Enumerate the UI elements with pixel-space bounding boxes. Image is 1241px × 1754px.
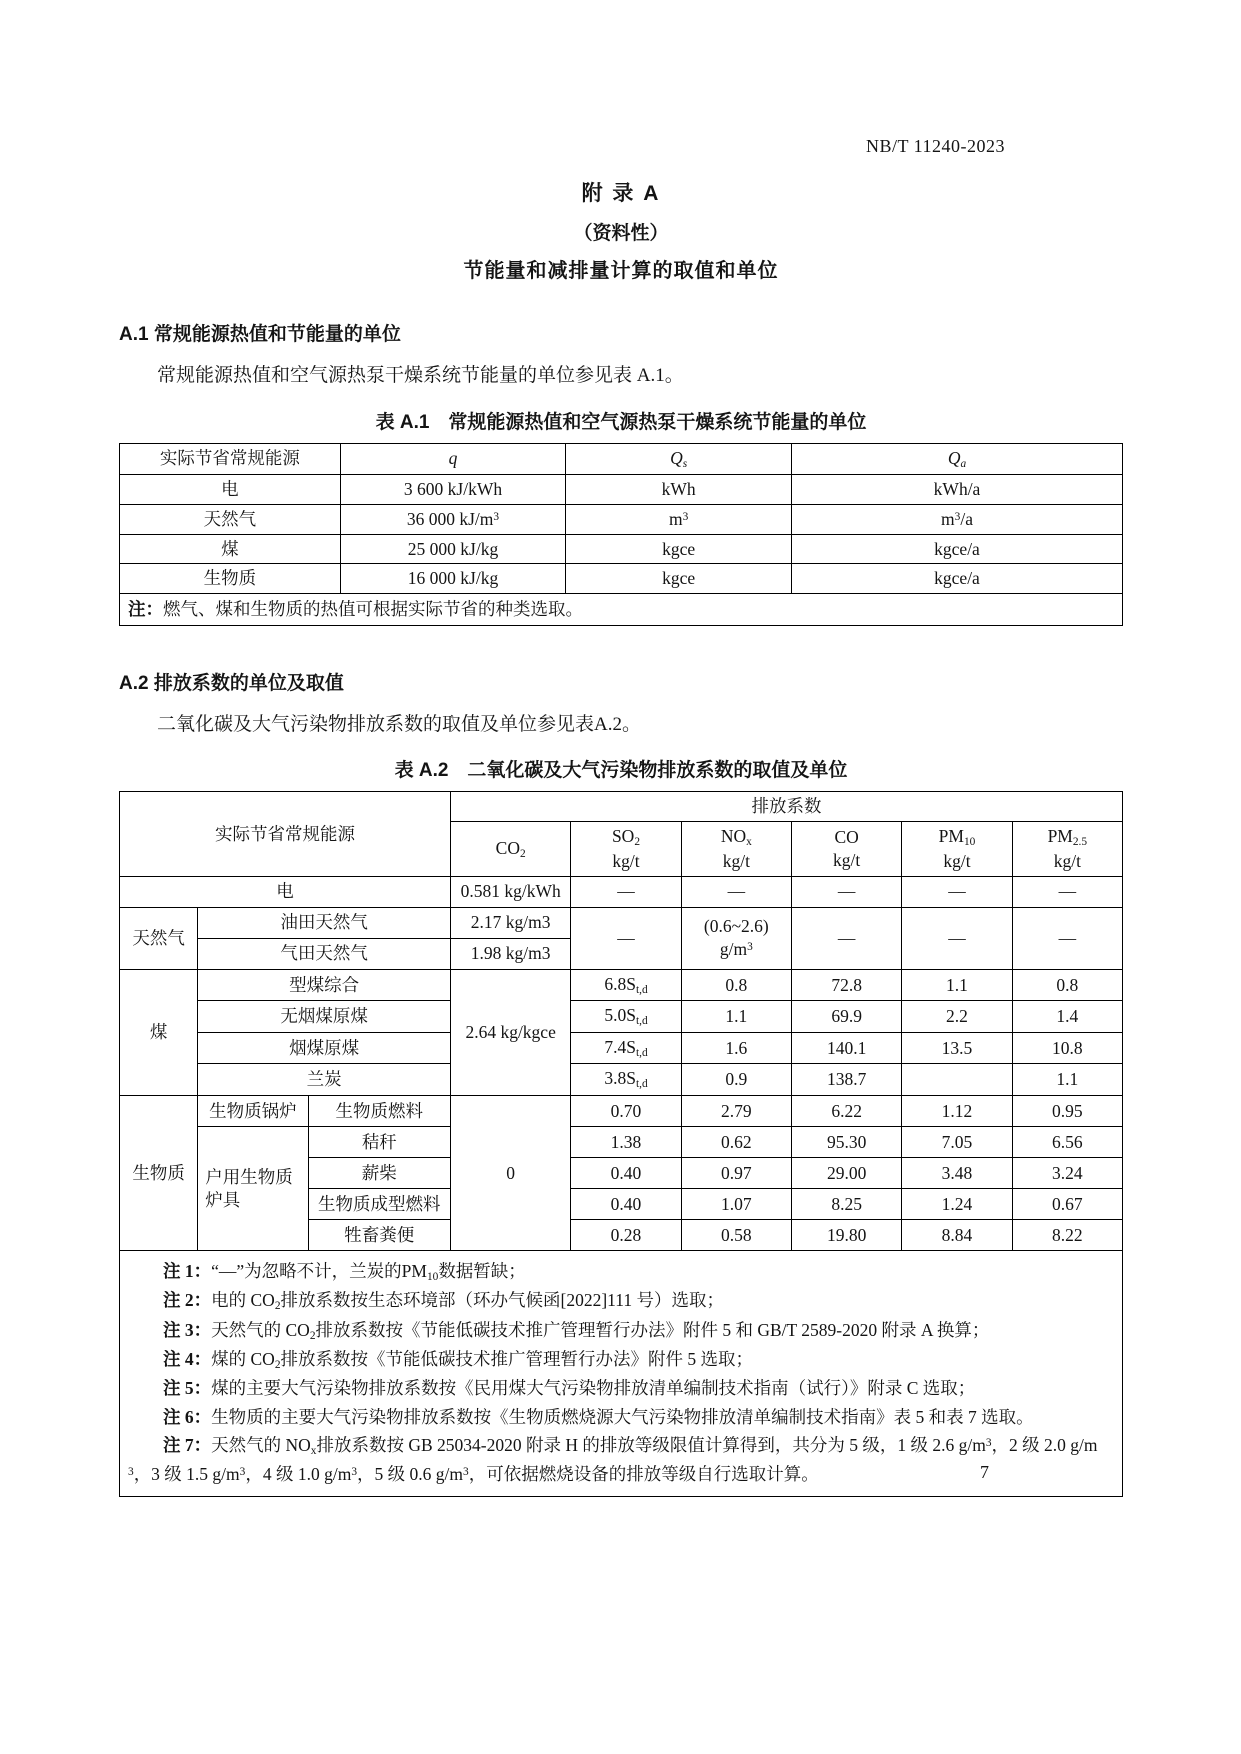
table-cell: 7.05 bbox=[902, 1127, 1012, 1158]
table-cell: 电 bbox=[120, 475, 341, 505]
note-text: 生物质的主要大气污染物排放系数按《生物质燃烧源大气污染物排放清单编制技术指南》表 5 和表 7 选取。 bbox=[211, 1406, 1034, 1427]
note-item bbox=[128, 1345, 1112, 1374]
table-notes bbox=[120, 1251, 1123, 1497]
table-cell: 8.84 bbox=[902, 1220, 1012, 1251]
table-cell: $3.8S_{t,d}$ bbox=[571, 1064, 681, 1096]
table-row bbox=[120, 1096, 1123, 1127]
table-cell: kgce/a bbox=[792, 564, 1123, 594]
header-cell-q: q bbox=[340, 443, 566, 475]
table-cell: 烟煤原煤 bbox=[198, 1032, 451, 1064]
table-cell: 0.95 bbox=[1012, 1096, 1122, 1127]
note-item bbox=[128, 1374, 1112, 1402]
table-cell: 0.581 kg/kWh bbox=[450, 876, 570, 907]
table-cell: 72.8 bbox=[791, 969, 901, 1001]
table-cell: 2.2 bbox=[902, 1001, 1012, 1033]
table-cell: 0.28 bbox=[571, 1220, 681, 1251]
table-cell: (0.6~2.6) $g/m^3$ bbox=[681, 907, 791, 969]
note-item bbox=[128, 1431, 1112, 1489]
col-header-so2: $SO_2$ kg/t bbox=[571, 822, 681, 876]
table-cell: 1.4 bbox=[1012, 1001, 1122, 1033]
table-cell: 16 000 kJ/kg bbox=[340, 564, 566, 594]
table-cell: 牲畜粪便 bbox=[308, 1220, 450, 1251]
table-cell: — bbox=[571, 876, 681, 907]
section-a2-heading: A.2 排放系数的单位及取值 bbox=[119, 672, 344, 694]
table-cell: 10.8 bbox=[1012, 1032, 1122, 1064]
header-cell-source: 实际节省常规能源 bbox=[120, 443, 341, 475]
table-cell: $m^3$ bbox=[566, 504, 792, 534]
table-cell: 13.5 bbox=[902, 1032, 1012, 1064]
table-cell: 6.56 bbox=[1012, 1127, 1122, 1158]
table-row bbox=[120, 534, 1123, 564]
table-cell: 8.25 bbox=[791, 1189, 901, 1220]
table-a1 bbox=[119, 443, 1123, 626]
note-text: 天然气的 $NO_x$排放系数按 GB 25034-2020 附录 H 的排放等级限值计算得到，共分为 5 级，1 级 2.6 $g/m^3$，2 级 2.0 $g/m^3$，3 级 1.5 $g/m^3$，4 级 1.0 $g/m^3$，5 级 0.6 $g/m^3$，可依据燃烧设备的排放等级自行选取计算。 bbox=[128, 1434, 1098, 1485]
table-row bbox=[120, 969, 1123, 1001]
appendix-subtitle: （资料性） bbox=[573, 223, 669, 244]
table-cell: 1.24 bbox=[902, 1189, 1012, 1220]
table-cell: 无烟煤原煤 bbox=[198, 1001, 451, 1033]
table-cell: 1.12 bbox=[902, 1096, 1012, 1127]
table-cell: 气田天然气 bbox=[198, 938, 451, 969]
table-cell: 兰炭 bbox=[198, 1064, 451, 1096]
table-row bbox=[120, 1127, 1123, 1158]
table-cell: 型煤综合 bbox=[198, 969, 451, 1001]
note-label: 注 6： bbox=[163, 1406, 212, 1427]
table-row bbox=[120, 564, 1123, 594]
section-a2-paragraph: 二氧化碳及大气污染物排放系数的取值及单位参见表A.2。 bbox=[157, 713, 641, 735]
table-cell: 3.48 bbox=[902, 1158, 1012, 1189]
note-item bbox=[128, 1403, 1112, 1431]
note-label: 注 4： bbox=[163, 1348, 212, 1369]
table-cell: 0 bbox=[450, 1096, 570, 1251]
table-cell: 19.80 bbox=[791, 1220, 901, 1251]
table-note-row bbox=[120, 594, 1123, 626]
table-cell: 生物质成型燃料 bbox=[308, 1189, 450, 1220]
section-a1-heading: A.1 常规能源热值和节能量的单位 bbox=[119, 324, 401, 345]
table-cell: 生物质燃料 bbox=[308, 1096, 450, 1127]
table-cell: 1.98 kg/m3 bbox=[450, 938, 570, 969]
table-cell: — bbox=[1012, 876, 1122, 907]
table-cell: 薪柴 bbox=[308, 1158, 450, 1189]
table-cell: 1.38 bbox=[571, 1127, 681, 1158]
page-number: 7 bbox=[980, 1462, 989, 1482]
table-cell: 0.8 bbox=[1012, 969, 1122, 1001]
note-item bbox=[128, 1257, 1112, 1286]
table-cell: 天然气 bbox=[120, 907, 198, 969]
table-header-row bbox=[120, 792, 1123, 822]
note-label: 注： bbox=[128, 599, 163, 620]
table-cell: 1.1 bbox=[902, 969, 1012, 1001]
table-cell: kgce/a bbox=[792, 534, 1123, 564]
col-header-nox: $NO_x$ kg/t bbox=[681, 822, 791, 876]
table-cell: kWh bbox=[566, 475, 792, 505]
table-row bbox=[120, 1001, 1123, 1033]
note-text: 天然气的 $CO_2$排放系数按《节能低碳技术推广管理暂行办法》附件 5 和 GB/T 2589-2020 附录 A 换算； bbox=[211, 1319, 990, 1342]
table-row bbox=[120, 907, 1123, 938]
table-cell: 生物质 bbox=[120, 1096, 198, 1251]
table-row bbox=[120, 876, 1123, 907]
table-cell: 95.30 bbox=[791, 1127, 901, 1158]
table-cell: 天然气 bbox=[120, 504, 341, 534]
note-text: 煤的 $CO_2$排放系数按《节能低碳技术推广管理暂行办法》附件 5 选取； bbox=[211, 1348, 753, 1371]
table-a2 bbox=[119, 791, 1123, 1497]
table-cell: kgce bbox=[566, 534, 792, 564]
table-cell: 8.22 bbox=[1012, 1220, 1122, 1251]
table-note bbox=[120, 594, 1123, 626]
section-a1-paragraph: 常规能源热值和空气源热泵干燥系统节能量的单位参见表 A.1。 bbox=[157, 365, 684, 386]
table-cell: 0.40 bbox=[571, 1158, 681, 1189]
table-cell: — bbox=[791, 876, 901, 907]
note-text: 煤的主要大气污染物排放系数按《民用煤大气污染物排放清单编制技术指南（试行）》附录 C 选取； bbox=[211, 1378, 976, 1399]
table-cell: 2.17 kg/m3 bbox=[450, 907, 570, 938]
col-header-co2: $CO_2$ bbox=[450, 822, 570, 876]
table-cell: 0.58 bbox=[681, 1220, 791, 1251]
table-cell: kWh/a bbox=[792, 475, 1123, 505]
table-cell: 1.6 bbox=[681, 1032, 791, 1064]
table-cell: 1.1 bbox=[681, 1001, 791, 1033]
table-cell: 煤 bbox=[120, 534, 341, 564]
table-cell: 煤 bbox=[120, 969, 198, 1096]
table-notes-row bbox=[120, 1251, 1123, 1497]
table-cell: $m^3/a$ bbox=[792, 504, 1123, 534]
table-cell: — bbox=[791, 907, 901, 969]
table-cell: 电 bbox=[120, 876, 451, 907]
table-cell: — bbox=[571, 907, 681, 969]
table-cell: 0.97 bbox=[681, 1158, 791, 1189]
table-cell: $7.4S_{t,d}$ bbox=[571, 1032, 681, 1064]
table-a2-caption: 表 A.2 二氧化碳及大气污染物排放系数的取值及单位 bbox=[394, 760, 848, 782]
table-row bbox=[120, 1032, 1123, 1064]
table-cell: — bbox=[681, 876, 791, 907]
table-cell: 0.67 bbox=[1012, 1189, 1122, 1220]
note-label: 注 1： bbox=[163, 1261, 212, 1282]
table-cell: 油田天然气 bbox=[198, 907, 451, 938]
note-label: 注 3： bbox=[163, 1319, 212, 1340]
table-cell: 69.9 bbox=[791, 1001, 901, 1033]
header-cell-qa: $Q_a$ bbox=[792, 443, 1123, 475]
table-cell: $6.8S_{t,d}$ bbox=[571, 969, 681, 1001]
note-label: 注 2： bbox=[163, 1290, 212, 1311]
table-cell: — bbox=[902, 876, 1012, 907]
table-cell bbox=[902, 1064, 1012, 1096]
table-header-row bbox=[120, 443, 1123, 475]
table-cell: $5.0S_{t,d}$ bbox=[571, 1001, 681, 1033]
table-cell: 2.79 bbox=[681, 1096, 791, 1127]
table-cell: 1.07 bbox=[681, 1189, 791, 1220]
note-text: 燃气、煤和生物质的热值可根据实际节省的种类选取。 bbox=[163, 599, 583, 620]
note-item bbox=[128, 1286, 1112, 1315]
table-cell: kgce bbox=[566, 564, 792, 594]
table-cell: 138.7 bbox=[791, 1064, 901, 1096]
table-cell: 3.24 bbox=[1012, 1158, 1122, 1189]
table-row bbox=[120, 475, 1123, 505]
table-cell: 秸秆 bbox=[308, 1127, 450, 1158]
header-cell-source: 实际节省常规能源 bbox=[120, 792, 451, 876]
header-cell-group: 排放系数 bbox=[450, 792, 1122, 822]
note-item bbox=[128, 1316, 1112, 1345]
table-cell: 0.8 bbox=[681, 969, 791, 1001]
note-text: 电的 $CO_2$排放系数按生态环境部（环办气候函[2022]111 号）选取； bbox=[211, 1290, 724, 1313]
table-cell: 2.64 kg/kgce bbox=[450, 969, 570, 1096]
table-row bbox=[120, 504, 1123, 534]
appendix-heading: 节能量和减排量计算的取值和单位 bbox=[463, 260, 779, 282]
table-cell: 0.9 bbox=[681, 1064, 791, 1096]
header-cell-qs: $Q_s$ bbox=[566, 443, 792, 475]
note-label: 注 5： bbox=[163, 1378, 212, 1399]
appendix-title: 附 录 A bbox=[581, 182, 661, 205]
table-a1-caption: 表 A.1 常规能源热值和空气源热泵干燥系统节能量的单位 bbox=[375, 411, 867, 433]
doc-number: NB/T 11240-2023 bbox=[865, 136, 1005, 156]
col-header-co: CO kg/t bbox=[791, 822, 901, 876]
table-cell: 1.1 bbox=[1012, 1064, 1122, 1096]
table-row bbox=[120, 1064, 1123, 1096]
table-cell: 29.00 bbox=[791, 1158, 901, 1189]
col-header-pm10: $PM_{10}$ kg/t bbox=[902, 822, 1012, 876]
note-text: “—”为忽略不计，兰炭的$PM_{10}$数据暂缺； bbox=[211, 1261, 526, 1283]
table-cell: 0.40 bbox=[571, 1189, 681, 1220]
table-cell: 0.70 bbox=[571, 1096, 681, 1127]
page-content bbox=[119, 136, 1123, 1497]
table-cell: 25 000 kJ/kg bbox=[340, 534, 566, 564]
note-label: 注 7： bbox=[163, 1434, 212, 1455]
table-cell: — bbox=[1012, 907, 1122, 969]
table-cell: 3 600 kJ/kWh bbox=[340, 475, 566, 505]
table-cell: 生物质锅炉 bbox=[198, 1096, 308, 1127]
table-cell: — bbox=[902, 907, 1012, 969]
table-cell: 生物质 bbox=[120, 564, 341, 594]
table-cell: 0.62 bbox=[681, 1127, 791, 1158]
table-cell: 140.1 bbox=[791, 1032, 901, 1064]
table-cell: 户用生物质炉具 bbox=[198, 1127, 308, 1251]
col-header-pm25: $PM_{2.5}$ kg/t bbox=[1012, 822, 1122, 876]
table-cell: 6.22 bbox=[791, 1096, 901, 1127]
table-cell: 36 000 $kJ/m^3$ bbox=[340, 504, 566, 534]
